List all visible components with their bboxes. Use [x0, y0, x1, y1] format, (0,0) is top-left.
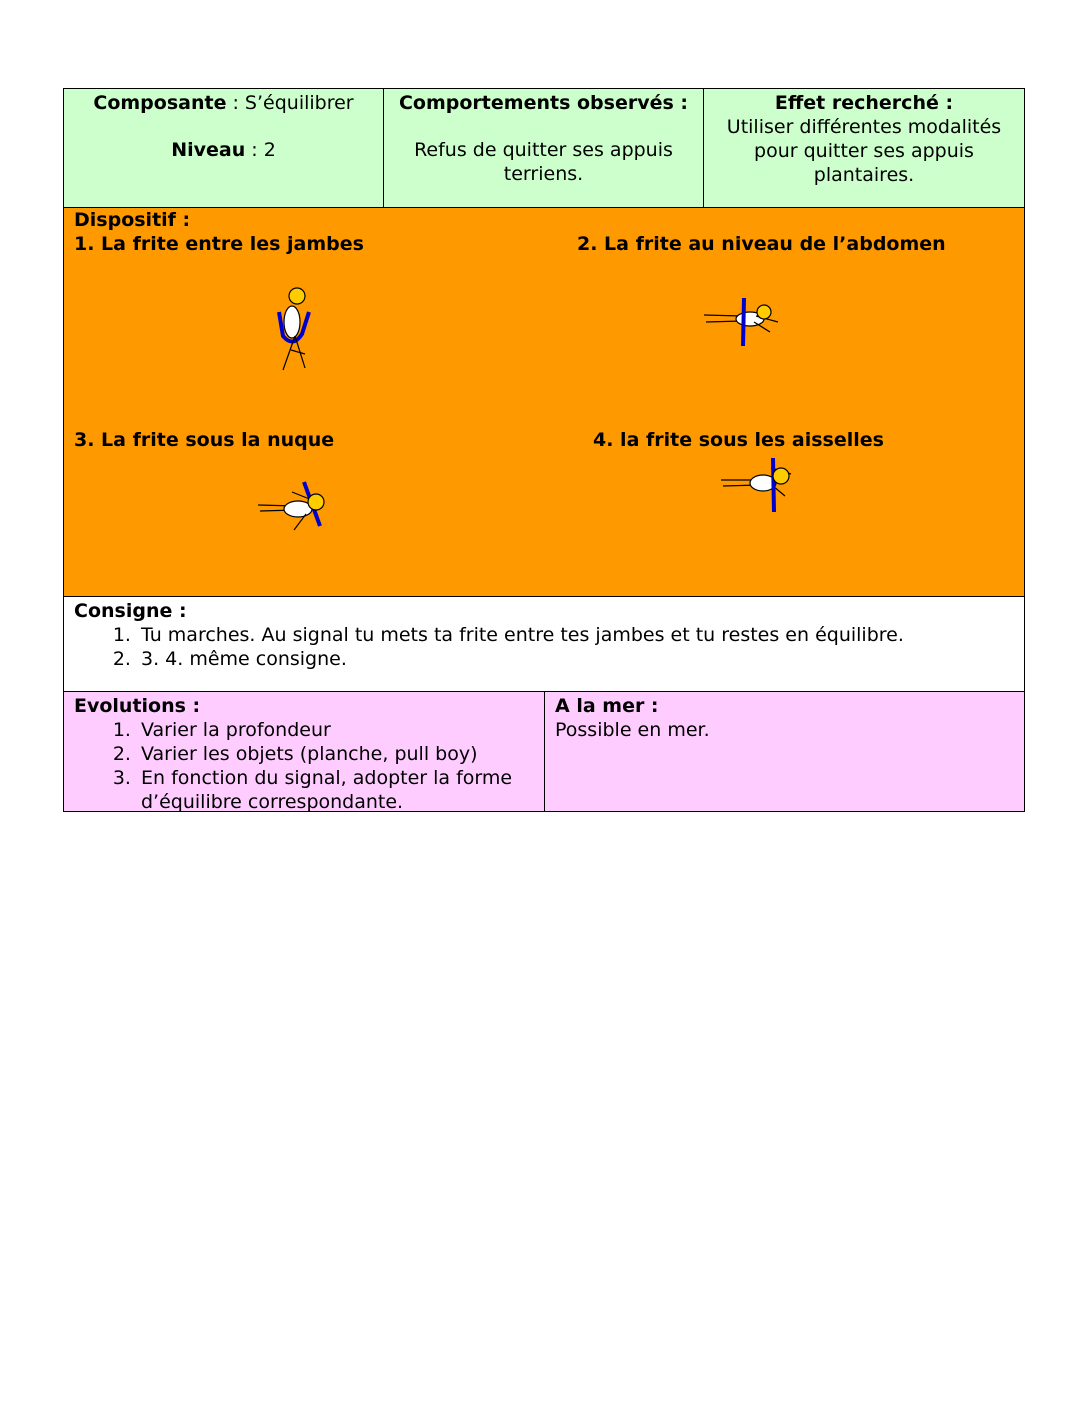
evolutions-item-3: 3. En fonction du signal, adopter la forme d’équilibre correspondante. — [137, 766, 534, 814]
dispositif-item-3-label: 3. La frite sous la nuque — [74, 429, 335, 451]
dispositif-item-1-label: 1. La frite entre les jambes — [74, 233, 364, 255]
consigne-cell — [64, 597, 1024, 691]
dispositif-cell — [64, 208, 1024, 596]
composante-value: : S’équilibrer — [226, 92, 354, 114]
swimmer-noodle-armpits-figure — [719, 456, 799, 516]
comportements-text: Refus de quitter ses appuis terriens. — [414, 139, 673, 185]
evolutions-item-2: 2. Varier les objets (planche, pull boy) — [137, 742, 534, 766]
comportements-label: Comportements observés : — [398, 92, 689, 114]
swimmer-noodle-neck-figure — [256, 480, 336, 540]
composante-cell — [64, 89, 384, 207]
evolutions-item-1: 1. Varier la profondeur — [137, 718, 534, 742]
dispositif-item-2-label: 2. La frite au niveau de l’abdomen — [577, 233, 946, 255]
swimmer-noodle-abdomen-figure — [702, 294, 782, 354]
mer-text: Possible en mer. — [555, 719, 710, 741]
dispositif-row — [63, 208, 1025, 597]
evolutions-cell — [64, 692, 545, 811]
mer-title: A la mer : — [555, 695, 659, 717]
consigne-title: Consigne : — [74, 600, 187, 622]
effet-label: Effet recherché : — [774, 92, 954, 114]
consigne-row — [63, 597, 1025, 692]
niveau-value: : 2 — [245, 139, 276, 161]
niveau-label: Niveau — [171, 139, 246, 161]
header-row — [63, 88, 1025, 208]
consigne-list — [74, 623, 1014, 671]
evolutions-list — [74, 718, 534, 814]
effet-text: Utiliser différentes modalités pour quitter ses appuis plantaires. — [726, 116, 1002, 186]
swimmer-noodle-legs-figure — [269, 284, 329, 374]
dispositif-title: Dispositif : — [74, 209, 191, 231]
evolutions-title: Evolutions : — [74, 695, 201, 717]
exercise-sheet — [63, 88, 1025, 812]
effet-cell — [704, 89, 1024, 207]
mer-cell — [545, 692, 1024, 811]
composante-label: Composante — [93, 92, 227, 114]
evolutions-row — [63, 692, 1025, 812]
comportements-cell — [384, 89, 704, 207]
consigne-item-1: 1. Tu marches. Au signal tu mets ta frite entre tes jambes et tu restes en équilibre. — [137, 623, 1014, 647]
consigne-item-2: 2. 3. 4. même consigne. — [137, 647, 1014, 671]
dispositif-item-4-label: 4. la frite sous les aisselles — [593, 429, 884, 451]
